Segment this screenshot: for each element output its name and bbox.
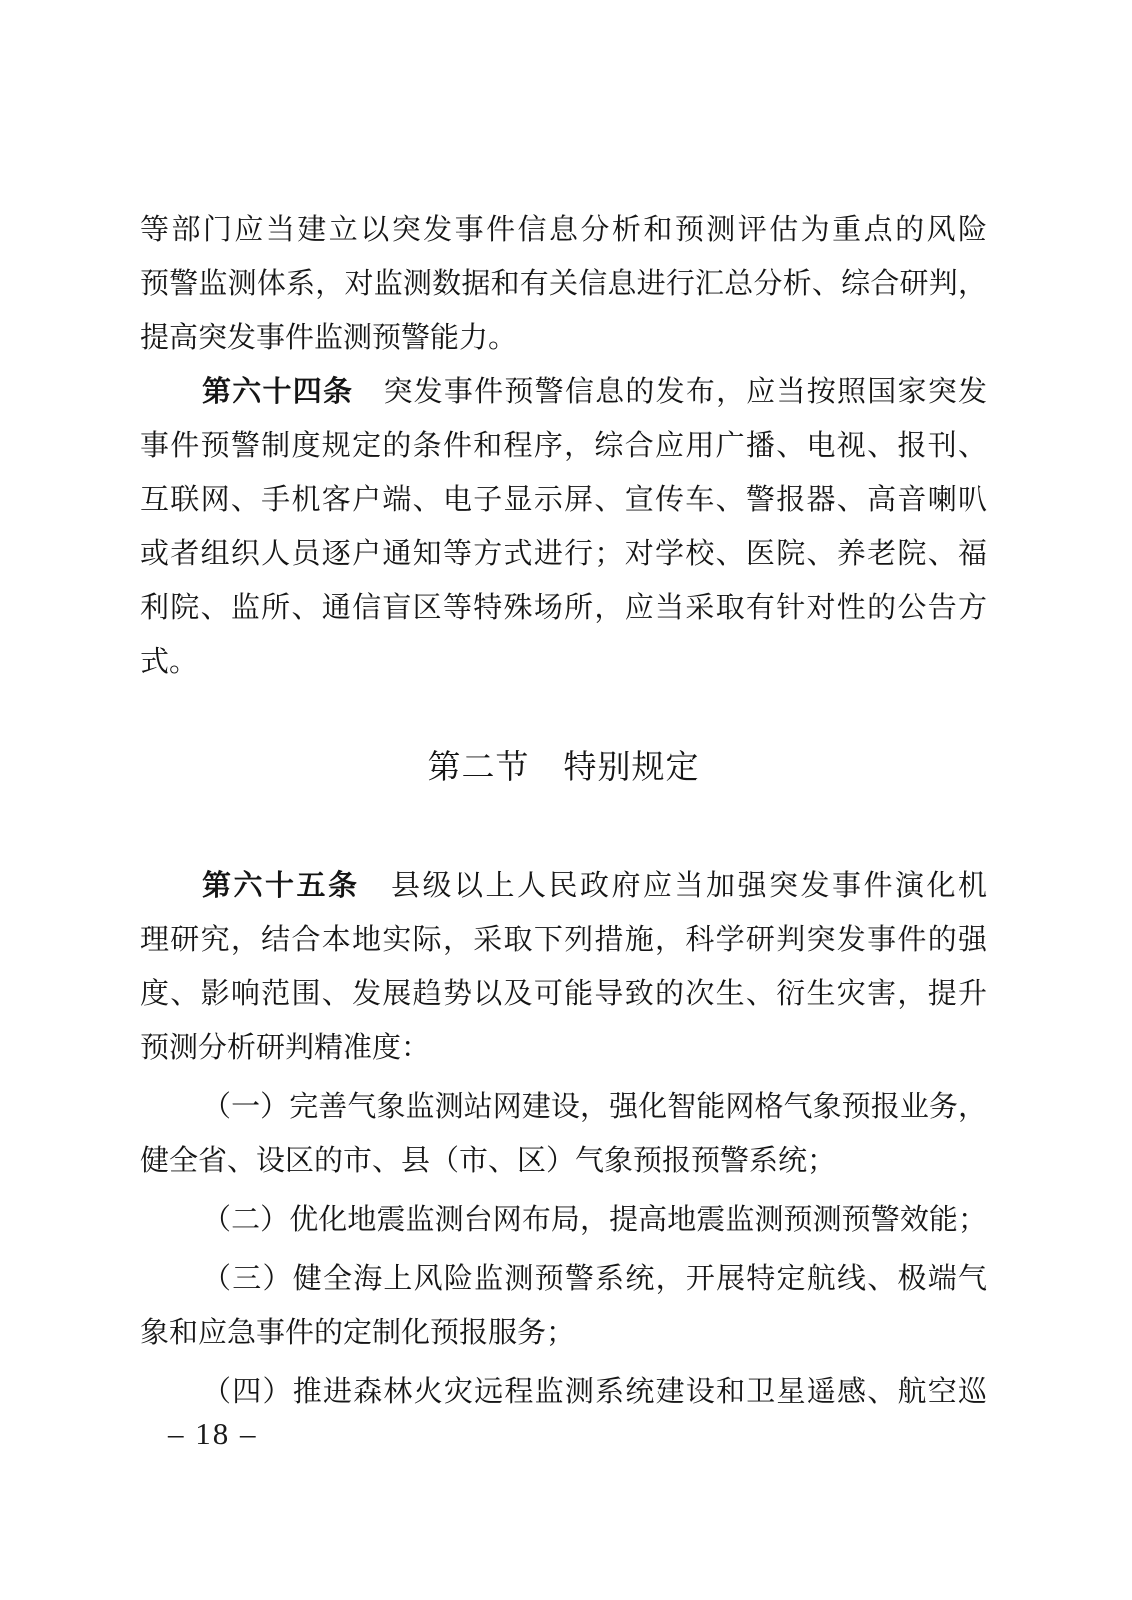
article-65-line-3: 度、影响范围、发展趋势以及可能导致的次生、衍生灾害，提升 [140,978,987,1010]
paragraph-1-line-3: 提高突发事件监测预警能力。 [140,322,518,354]
article-64-line-2: 事件预警制度规定的条件和程序，综合应用广播、电视、报刊、 [140,430,987,462]
item-2-line-1: （二）优化地震监测台网布局，提高地震监测预测预警效能； [202,1204,987,1236]
article-65-line-2: 理研究，结合本地实际，采取下列措施，科学研判突发事件的强 [140,924,987,956]
item-3-line-2: 象和应急事件的定制化预报服务； [140,1317,576,1349]
article-65-text: 县级以上人民政府应当加强突发事件演化机 [359,870,987,902]
paragraph-1-line-2: 预警监测体系，对监测数据和有关信息进行汇总分析、综合研判， [140,268,987,300]
item-1-line-2: 健全省、设区的市、县（市、区）气象预报预警系统； [140,1145,837,1177]
article-64-line-4: 或者组织人员逐户通知等方式进行；对学校、医院、养老院、福 [140,538,987,570]
section-heading: 第二节 特别规定 [427,750,700,786]
article-65-line-1 [140,859,987,913]
item-1-line-1: （一）完善气象监测站网建设，强化智能网格气象预报业务， [202,1091,987,1123]
article-64-line-6: 式。 [140,646,199,678]
article-65-line-4: 预测分析研判精准度： [140,1032,431,1064]
document-body [140,203,987,1419]
paragraph-1-line-1: 等部门应当建立以突发事件信息分析和预测评估为重点的风险 [140,214,987,246]
article-64-line-5: 利院、监所、通信盲区等特殊场所，应当采取有针对性的公告方 [140,592,987,624]
article-64-line-1 [140,365,987,419]
article-64-line-3: 互联网、手机客户端、电子显示屏、宣传车、警报器、高音喇叭 [140,484,987,516]
item-3-line-1: （三）健全海上风险监测预警系统，开展特定航线、极端气 [202,1263,987,1295]
item-4-line-1: （四）推进森林火灾远程监测系统建设和卫星遥感、航空巡 [202,1376,987,1408]
article-64-number: 第六十四条 [202,376,354,408]
page-number: – 18 – [168,1416,258,1451]
article-64-text: 突发事件预警信息的发布，应当按照国家突发 [353,376,987,408]
article-65-number: 第六十五条 [202,870,360,902]
